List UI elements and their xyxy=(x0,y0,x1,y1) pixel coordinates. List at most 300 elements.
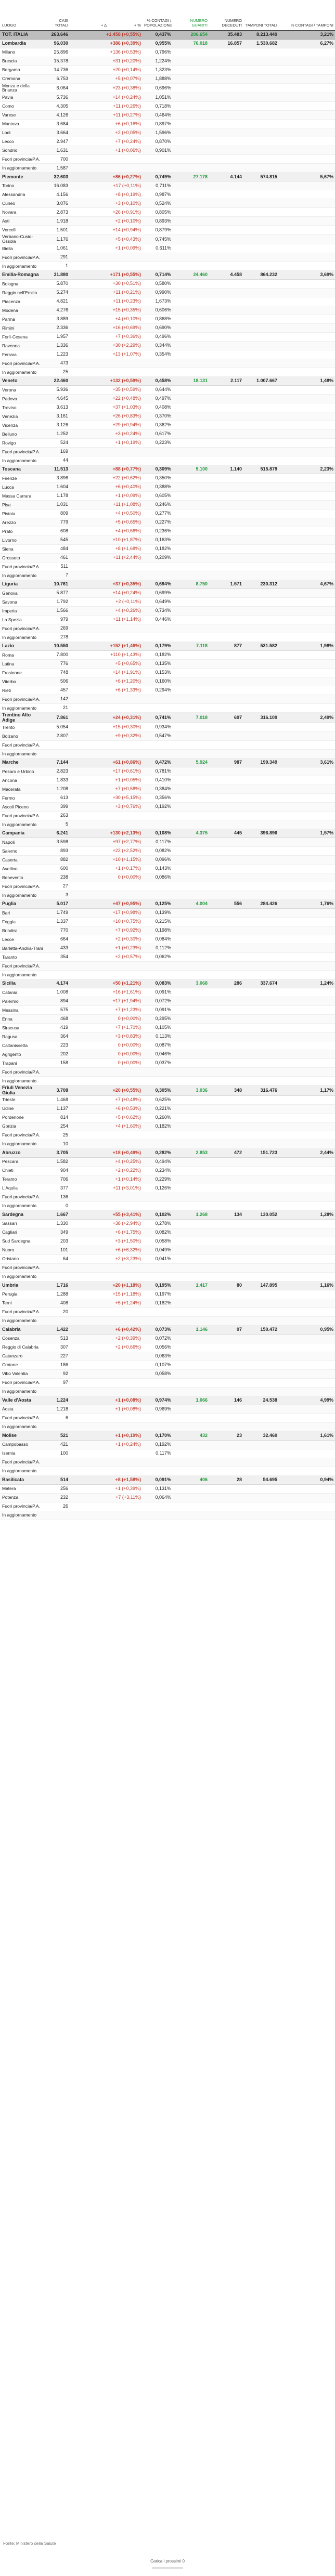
place-cell: Belluno xyxy=(0,430,45,439)
deaths-cell xyxy=(209,1369,243,1378)
region-row[interactable] xyxy=(0,271,335,280)
province-row[interactable] xyxy=(0,1378,335,1387)
tests-cell xyxy=(243,1263,279,1272)
province-row[interactable] xyxy=(0,1006,335,1015)
region-row[interactable] xyxy=(0,173,335,181)
place-cell: Fuori provincia/P.A. xyxy=(0,812,45,820)
province-row[interactable] xyxy=(0,93,335,102)
pct-infected-cell: 0,437% xyxy=(143,30,173,39)
recovered-cell: 406 xyxy=(173,1475,209,1484)
tests-cell: 337.674 xyxy=(243,979,279,988)
cases-cell: 1.137 xyxy=(45,1104,70,1113)
province-row[interactable] xyxy=(0,359,335,368)
deaths-cell xyxy=(209,598,243,607)
growth-cell xyxy=(70,962,143,971)
recovered-cell xyxy=(173,1193,209,1201)
province-row[interactable] xyxy=(0,518,335,527)
province-row[interactable] xyxy=(0,865,335,873)
region-row[interactable] xyxy=(0,1086,335,1096)
pct-infected-cell xyxy=(143,1193,173,1201)
province-row[interactable] xyxy=(0,918,335,926)
col-header-growth-abs[interactable]: + ∆ xyxy=(70,0,108,30)
province-row[interactable] xyxy=(0,651,335,660)
tests-cell xyxy=(243,1015,279,1024)
recovered-cell xyxy=(173,439,209,448)
place-cell: Verona xyxy=(0,386,45,395)
province-row[interactable] xyxy=(0,208,335,217)
cases-cell: 11.513 xyxy=(45,465,70,474)
province-row[interactable] xyxy=(0,935,335,944)
province-row[interactable] xyxy=(0,741,335,750)
province-row[interactable] xyxy=(0,1131,335,1140)
province-row[interactable] xyxy=(0,1068,335,1077)
province-row[interactable] xyxy=(0,1352,335,1361)
tests-cell xyxy=(243,918,279,926)
tests-cell xyxy=(243,723,279,732)
pct-infected-cell: 1,673% xyxy=(143,297,173,306)
place-cell: Monza e della Brianza xyxy=(0,83,45,93)
province-row[interactable] xyxy=(0,439,335,448)
cases-cell: 6 xyxy=(45,1414,70,1422)
region-row[interactable] xyxy=(0,1475,335,1484)
province-row[interactable] xyxy=(0,909,335,918)
province-row[interactable] xyxy=(0,111,335,120)
province-row[interactable] xyxy=(0,474,335,483)
province-row[interactable] xyxy=(0,509,335,518)
growth-cell: +4 (+0,26%) xyxy=(70,607,143,616)
recovered-cell xyxy=(173,262,209,271)
tests-cell: 230.312 xyxy=(243,580,279,589)
province-row[interactable] xyxy=(0,944,335,953)
pct-infected-cell xyxy=(143,164,173,173)
place-cell: Sondrio xyxy=(0,146,45,155)
place-cell: Trentino Alto Adige xyxy=(0,713,45,723)
cases-cell: 770 xyxy=(45,926,70,935)
growth-cell xyxy=(70,1193,143,1201)
province-row[interactable] xyxy=(0,1299,335,1307)
total-row[interactable] xyxy=(0,30,335,39)
province-row[interactable] xyxy=(0,492,335,501)
recovered-cell xyxy=(173,882,209,891)
province-row[interactable] xyxy=(0,607,335,616)
province-row[interactable] xyxy=(0,891,335,900)
province-row[interactable] xyxy=(0,820,335,829)
recovered-cell xyxy=(173,988,209,997)
deaths-cell xyxy=(209,518,243,527)
growth-cell: +6 (+6,32%) xyxy=(70,1246,143,1254)
pct-infected-cell: 0,745% xyxy=(143,234,173,244)
province-row[interactable] xyxy=(0,120,335,128)
province-row[interactable] xyxy=(0,803,335,812)
recovered-cell xyxy=(173,83,209,93)
province-row[interactable] xyxy=(0,695,335,704)
pct-infected-cell: 0,901% xyxy=(143,146,173,155)
province-row[interactable] xyxy=(0,1254,335,1263)
recovered-cell xyxy=(173,1343,209,1352)
province-row[interactable] xyxy=(0,988,335,997)
province-row[interactable] xyxy=(0,926,335,935)
tests-cell xyxy=(243,1272,279,1281)
region-row[interactable] xyxy=(0,713,335,723)
province-row[interactable] xyxy=(0,164,335,173)
region-row[interactable] xyxy=(0,1210,335,1219)
province-row[interactable] xyxy=(0,456,335,465)
province-row[interactable] xyxy=(0,704,335,713)
province-row[interactable] xyxy=(0,794,335,803)
deaths-cell xyxy=(209,234,243,244)
pct-infected-cell xyxy=(143,1511,173,1520)
tests-positivity-cell xyxy=(279,395,335,403)
province-row[interactable] xyxy=(0,1511,335,1520)
province-row[interactable] xyxy=(0,971,335,979)
province-row[interactable] xyxy=(0,57,335,66)
pct-infected-cell: 0,153% xyxy=(143,669,173,677)
tests-positivity-cell xyxy=(279,1015,335,1024)
province-row[interactable] xyxy=(0,217,335,226)
pct-infected-cell: 0,087% xyxy=(143,1041,173,1050)
col-header-pct-infected[interactable]: % CONTAGI / POPOLAZIONE xyxy=(143,0,173,30)
province-row[interactable] xyxy=(0,1184,335,1193)
province-row[interactable] xyxy=(0,669,335,677)
province-row[interactable] xyxy=(0,430,335,439)
province-row[interactable] xyxy=(0,1024,335,1032)
tests-positivity-cell: 2,49% xyxy=(279,713,335,723)
province-row[interactable] xyxy=(0,1228,335,1237)
province-row[interactable] xyxy=(0,324,335,333)
recovered-cell xyxy=(173,208,209,217)
deaths-cell xyxy=(209,820,243,829)
province-row[interactable] xyxy=(0,368,335,377)
province-row[interactable] xyxy=(0,386,335,395)
province-row[interactable] xyxy=(0,1484,335,1493)
region-row[interactable] xyxy=(0,39,335,48)
pct-infected-cell: 0,126% xyxy=(143,1184,173,1193)
province-row[interactable] xyxy=(0,1502,335,1511)
province-row[interactable] xyxy=(0,571,335,580)
recovered-cell xyxy=(173,1405,209,1414)
province-row[interactable] xyxy=(0,412,335,421)
region-row[interactable] xyxy=(0,1396,335,1405)
tests-cell xyxy=(243,1131,279,1140)
province-row[interactable] xyxy=(0,962,335,971)
place-cell: TOT. ITALIA xyxy=(0,30,45,39)
province-row[interactable] xyxy=(0,262,335,271)
region-row[interactable] xyxy=(0,377,335,386)
province-row[interactable] xyxy=(0,483,335,492)
province-row[interactable] xyxy=(0,350,335,359)
deaths-cell xyxy=(209,918,243,926)
province-row[interactable] xyxy=(0,226,335,234)
deaths-cell xyxy=(209,554,243,563)
col-header-tests[interactable]: TAMPONI TOTALI xyxy=(243,0,279,30)
province-row[interactable] xyxy=(0,342,335,350)
province-row[interactable] xyxy=(0,1458,335,1467)
tests-positivity-cell: 6,27% xyxy=(279,39,335,48)
growth-cell xyxy=(70,1511,143,1520)
cases-cell: 1.288 xyxy=(45,1290,70,1299)
tests-positivity-cell xyxy=(279,368,335,377)
province-row[interactable] xyxy=(0,677,335,686)
province-row[interactable] xyxy=(0,128,335,137)
province-row[interactable] xyxy=(0,1467,335,1475)
province-row[interactable] xyxy=(0,1193,335,1201)
province-row[interactable] xyxy=(0,1015,335,1024)
province-row[interactable] xyxy=(0,1059,335,1068)
col-header-growth-pct[interactable]: + % xyxy=(108,0,143,30)
tests-cell xyxy=(243,695,279,704)
province-row[interactable] xyxy=(0,1263,335,1272)
place-cell: Liguria xyxy=(0,580,45,589)
province-row[interactable] xyxy=(0,785,335,794)
col-header-tests-per-pop[interactable]: % CONTAGI / TAMPONI xyxy=(279,0,335,30)
province-row[interactable] xyxy=(0,847,335,856)
province-row[interactable] xyxy=(0,244,335,253)
region-row[interactable] xyxy=(0,1325,335,1334)
region-row[interactable] xyxy=(0,979,335,988)
place-cell: Milano xyxy=(0,48,45,57)
tests-cell xyxy=(243,1361,279,1369)
province-row[interactable] xyxy=(0,102,335,111)
province-row[interactable] xyxy=(0,767,335,776)
deaths-cell xyxy=(209,474,243,483)
cases-cell: 263.646 xyxy=(45,30,70,39)
province-row[interactable] xyxy=(0,997,335,1006)
province-row[interactable] xyxy=(0,1032,335,1041)
province-row[interactable] xyxy=(0,1369,335,1378)
deaths-cell xyxy=(209,83,243,93)
province-row[interactable] xyxy=(0,1316,335,1325)
deaths-cell xyxy=(209,1122,243,1131)
province-row[interactable] xyxy=(0,1201,335,1210)
tests-cell xyxy=(243,74,279,83)
growth-cell: 0 (+0,00%) xyxy=(70,1041,143,1050)
load-more-hint[interactable] xyxy=(141,2558,194,2565)
cases-cell: 1.208 xyxy=(45,785,70,794)
tests-cell xyxy=(243,624,279,633)
province-row[interactable] xyxy=(0,953,335,962)
province-row[interactable] xyxy=(0,1113,335,1122)
province-row[interactable] xyxy=(0,1493,335,1502)
province-row[interactable] xyxy=(0,74,335,83)
tests-cell xyxy=(243,1122,279,1131)
growth-cell: +1 (+0,08%) xyxy=(70,1405,143,1414)
region-row[interactable] xyxy=(0,642,335,651)
province-row[interactable] xyxy=(0,306,335,315)
province-row[interactable] xyxy=(0,1050,335,1059)
recovered-cell xyxy=(173,1032,209,1041)
province-row[interactable] xyxy=(0,527,335,536)
pct-infected-cell: 0,091% xyxy=(143,988,173,997)
province-row[interactable] xyxy=(0,1343,335,1352)
region-row[interactable] xyxy=(0,465,335,474)
province-row[interactable] xyxy=(0,723,335,732)
growth-cell: +11 (+3,01%) xyxy=(70,1184,143,1193)
place-cell: In aggiornamento xyxy=(0,1272,45,1281)
province-row[interactable] xyxy=(0,1361,335,1369)
province-row[interactable] xyxy=(0,1387,335,1396)
province-row[interactable] xyxy=(0,598,335,607)
province-row[interactable] xyxy=(0,1095,335,1104)
province-row[interactable] xyxy=(0,1405,335,1414)
province-row[interactable] xyxy=(0,554,335,563)
province-row[interactable] xyxy=(0,624,335,633)
province-row[interactable] xyxy=(0,1122,335,1131)
tests-positivity-cell xyxy=(279,421,335,430)
province-row[interactable] xyxy=(0,873,335,882)
deaths-cell xyxy=(209,1263,243,1272)
province-row[interactable] xyxy=(0,1414,335,1422)
tests-positivity-cell: 3,69% xyxy=(279,271,335,280)
province-row[interactable] xyxy=(0,1175,335,1184)
province-row[interactable] xyxy=(0,448,335,456)
province-row[interactable] xyxy=(0,1290,335,1299)
province-row[interactable] xyxy=(0,1246,335,1254)
province-row[interactable] xyxy=(0,1440,335,1449)
recovered-cell xyxy=(173,57,209,66)
province-row[interactable] xyxy=(0,403,335,412)
province-row[interactable] xyxy=(0,536,335,545)
cases-cell: 227 xyxy=(45,1352,70,1361)
pct-infected-cell: 1,051% xyxy=(143,93,173,102)
growth-cell xyxy=(70,448,143,456)
province-row[interactable] xyxy=(0,633,335,642)
cases-cell: 25.896 xyxy=(45,48,70,57)
province-row[interactable] xyxy=(0,190,335,199)
tests-positivity-cell xyxy=(279,1484,335,1493)
col-header-deaths[interactable]: NUMERO DECEDUTI xyxy=(209,0,243,30)
cases-cell: 399 xyxy=(45,803,70,812)
tests-cell xyxy=(243,571,279,580)
province-row[interactable] xyxy=(0,750,335,759)
tests-positivity-cell xyxy=(279,1316,335,1325)
pct-infected-cell: 0,362% xyxy=(143,421,173,430)
province-row[interactable] xyxy=(0,856,335,865)
province-row[interactable] xyxy=(0,686,335,695)
province-row[interactable] xyxy=(0,234,335,244)
province-row[interactable] xyxy=(0,812,335,820)
col-header-cases[interactable]: CASI TOTALI xyxy=(45,0,70,30)
province-row[interactable] xyxy=(0,48,335,57)
province-row[interactable] xyxy=(0,146,335,155)
province-row[interactable] xyxy=(0,1157,335,1166)
province-row[interactable] xyxy=(0,83,335,93)
province-row[interactable] xyxy=(0,66,335,74)
col-header-recovered[interactable]: NUMERO GUARITI xyxy=(173,0,209,30)
province-row[interactable] xyxy=(0,1307,335,1316)
tests-positivity-cell xyxy=(279,1032,335,1041)
growth-cell: +6 (+0,40%) xyxy=(70,483,143,492)
tests-positivity-cell xyxy=(279,1237,335,1246)
province-row[interactable] xyxy=(0,1449,335,1458)
cases-cell: 700 xyxy=(45,155,70,164)
pct-infected-cell: 0,344% xyxy=(143,342,173,350)
region-row[interactable] xyxy=(0,1431,335,1440)
cases-cell: 575 xyxy=(45,1006,70,1015)
growth-cell: +23 (+0,38%) xyxy=(70,83,143,93)
province-row[interactable] xyxy=(0,253,335,262)
tests-positivity-cell xyxy=(279,509,335,518)
region-row[interactable] xyxy=(0,580,335,589)
province-row[interactable] xyxy=(0,421,335,430)
province-row[interactable] xyxy=(0,1272,335,1281)
province-row[interactable] xyxy=(0,1077,335,1086)
growth-cell: +7 (+0,58%) xyxy=(70,785,143,794)
growth-cell xyxy=(70,750,143,759)
province-row[interactable] xyxy=(0,563,335,571)
province-row[interactable] xyxy=(0,1104,335,1113)
province-row[interactable] xyxy=(0,395,335,403)
province-row[interactable] xyxy=(0,1166,335,1175)
growth-cell: +16 (+0,69%) xyxy=(70,324,143,333)
growth-cell: +22 (+0,62%) xyxy=(70,474,143,483)
region-row[interactable] xyxy=(0,759,335,767)
province-row[interactable] xyxy=(0,882,335,891)
province-row[interactable] xyxy=(0,616,335,624)
pct-infected-cell: 0,160% xyxy=(143,677,173,686)
growth-cell: +1 (+0,39%) xyxy=(70,1484,143,1493)
deaths-cell xyxy=(209,741,243,750)
province-row[interactable] xyxy=(0,660,335,669)
deaths-cell: 556 xyxy=(209,900,243,909)
province-row[interactable] xyxy=(0,1237,335,1246)
tests-cell: 316.109 xyxy=(243,713,279,723)
province-row[interactable] xyxy=(0,333,335,342)
province-row[interactable] xyxy=(0,776,335,785)
place-cell: Bergamo xyxy=(0,66,45,74)
region-row[interactable] xyxy=(0,1281,335,1290)
province-row[interactable] xyxy=(0,545,335,554)
province-row[interactable] xyxy=(0,501,335,509)
province-row[interactable] xyxy=(0,280,335,289)
pct-infected-cell xyxy=(143,624,173,633)
province-row[interactable] xyxy=(0,155,335,164)
place-cell: Fuori provincia/P.A. xyxy=(0,253,45,262)
province-row[interactable] xyxy=(0,199,335,208)
tests-cell xyxy=(243,1059,279,1068)
growth-cell: +11 (+1,14%) xyxy=(70,616,143,624)
province-row[interactable] xyxy=(0,1334,335,1343)
province-row[interactable] xyxy=(0,1219,335,1228)
province-row[interactable] xyxy=(0,137,335,146)
province-row[interactable] xyxy=(0,838,335,847)
province-row[interactable] xyxy=(0,181,335,190)
recovered-cell xyxy=(173,102,209,111)
tests-positivity-cell xyxy=(279,1378,335,1387)
deaths-cell xyxy=(209,226,243,234)
deaths-cell xyxy=(209,1440,243,1449)
place-cell: Caserta xyxy=(0,856,45,865)
province-row[interactable] xyxy=(0,289,335,297)
province-row[interactable] xyxy=(0,315,335,324)
cases-cell: 203 xyxy=(45,1237,70,1246)
province-row[interactable] xyxy=(0,297,335,306)
province-row[interactable] xyxy=(0,589,335,598)
deaths-cell xyxy=(209,190,243,199)
region-row[interactable] xyxy=(0,900,335,909)
col-header-place[interactable]: LUOGO xyxy=(0,0,45,30)
region-row[interactable] xyxy=(0,1148,335,1157)
deaths-cell xyxy=(209,1414,243,1422)
province-row[interactable] xyxy=(0,1041,335,1050)
region-row[interactable] xyxy=(0,829,335,838)
tests-positivity-cell xyxy=(279,1006,335,1015)
province-row[interactable] xyxy=(0,1140,335,1148)
pct-infected-cell xyxy=(143,262,173,271)
province-row[interactable] xyxy=(0,732,335,741)
cases-cell: 254 xyxy=(45,1122,70,1131)
province-row[interactable] xyxy=(0,1422,335,1431)
recovered-cell xyxy=(173,368,209,377)
